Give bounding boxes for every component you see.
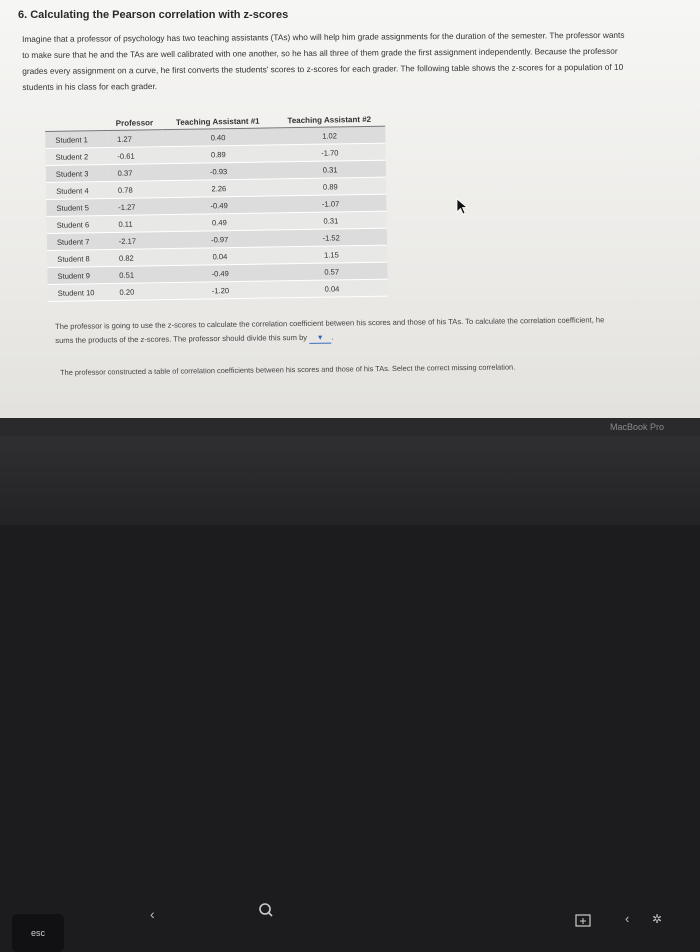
- cell-ta1: -0.49: [164, 264, 276, 283]
- cell-ta1: 0.40: [162, 128, 274, 147]
- cell-ta2: 0.31: [274, 160, 386, 179]
- z-score-table: [45, 113, 388, 302]
- row-label: Student 5: [46, 199, 108, 217]
- cell-ta1: -0.97: [164, 230, 276, 249]
- cell-professor: 0.51: [109, 266, 164, 284]
- row-label: Student 6: [47, 216, 109, 234]
- cell-professor: 0.20: [109, 283, 164, 301]
- row-label: Student 2: [45, 148, 107, 166]
- header-blank: [45, 117, 107, 131]
- cell-ta2: -1.70: [274, 143, 386, 162]
- cell-ta1: -1.20: [165, 281, 277, 300]
- question-paragraph-2: The professor constructed a table of correlation coefficients between his scores and those of his TAs. Select the correct missing correlation.: [60, 362, 516, 377]
- cell-ta2: -1.52: [275, 228, 387, 247]
- cell-ta2: 1.02: [274, 126, 386, 145]
- row-label: Student 9: [47, 267, 109, 285]
- cell-ta1: 0.89: [162, 145, 274, 164]
- cell-professor: 0.82: [109, 249, 164, 267]
- table-body: [45, 126, 388, 301]
- laptop-bezel: [0, 418, 700, 436]
- cell-ta2: -1.07: [275, 194, 387, 213]
- cell-ta1: 0.04: [164, 247, 276, 266]
- esc-key[interactable]: esc: [12, 914, 64, 952]
- row-label: Student 1: [45, 131, 107, 149]
- row-label: Student 8: [47, 250, 109, 268]
- row-label: Student 10: [48, 284, 110, 302]
- back-chevron-icon[interactable]: ‹: [150, 906, 155, 922]
- cell-professor: -2.17: [109, 232, 164, 250]
- touch-bar: [0, 436, 700, 938]
- browser-screen: [0, 0, 700, 432]
- header-ta2: Teaching Assistant #2: [273, 113, 385, 128]
- question-text: The professor is going to use the z-scores to calculate the correlation coefficient between his scores and those of his TAs. To calculate the correlation coefficient, he sums the products of the z-scores. The professor should divide this sum by: [55, 315, 605, 345]
- cell-ta2: 0.57: [276, 262, 388, 281]
- cell-professor: 0.78: [108, 181, 163, 199]
- row-label: Student 7: [47, 233, 109, 251]
- mouse-pointer-icon: [456, 198, 470, 216]
- question-period: .: [331, 332, 334, 342]
- question-paragraph: [55, 313, 615, 348]
- cell-professor: 0.37: [107, 164, 162, 182]
- row-label: Student 4: [46, 182, 108, 200]
- header-professor: Professor: [107, 116, 162, 130]
- page-title: 6. Calculating the Pearson correlation with z-scores: [18, 9, 289, 21]
- header-ta1: Teaching Assistant #1: [162, 114, 274, 129]
- search-icon[interactable]: [258, 902, 274, 921]
- cell-ta1: -0.49: [163, 196, 275, 215]
- cell-ta2: 1.15: [276, 245, 388, 264]
- row-label: Student 3: [46, 165, 108, 183]
- cell-professor: -1.27: [108, 198, 163, 216]
- cell-ta1: 2.26: [163, 179, 275, 198]
- cell-ta2: 0.04: [276, 279, 388, 298]
- z-score-table-wrap: [45, 113, 388, 302]
- intro-paragraph: Imagine that a professor of psychology has two teaching assistants (TAs) who will help him grade assignments for the duration of the semester. The professor wants to make sure that he and the TAs are well calibrated with one another, so he has all three of them grade the first assignment independently. Because the professor grades every assignment on a curve, he first converts the students' scores to z-scores for each grader. The following table shows the z-scores for a population of 10 students in his class for each grader.: [22, 29, 625, 92]
- cell-ta2: 0.89: [274, 177, 386, 196]
- cell-ta1: 0.49: [164, 213, 276, 232]
- brand-label: MacBook Pro: [610, 422, 665, 432]
- chevron-left-icon[interactable]: ‹: [625, 911, 630, 926]
- divisor-dropdown[interactable]: ▼: [309, 335, 331, 344]
- brightness-icon[interactable]: ✲: [652, 912, 663, 926]
- cell-professor: 1.27: [107, 130, 162, 148]
- screen-icon[interactable]: [575, 914, 591, 931]
- cell-ta1: -0.93: [163, 162, 275, 181]
- cell-professor: 0.11: [108, 215, 163, 233]
- cell-professor: -0.61: [107, 147, 162, 165]
- cell-ta2: 0.31: [275, 211, 387, 230]
